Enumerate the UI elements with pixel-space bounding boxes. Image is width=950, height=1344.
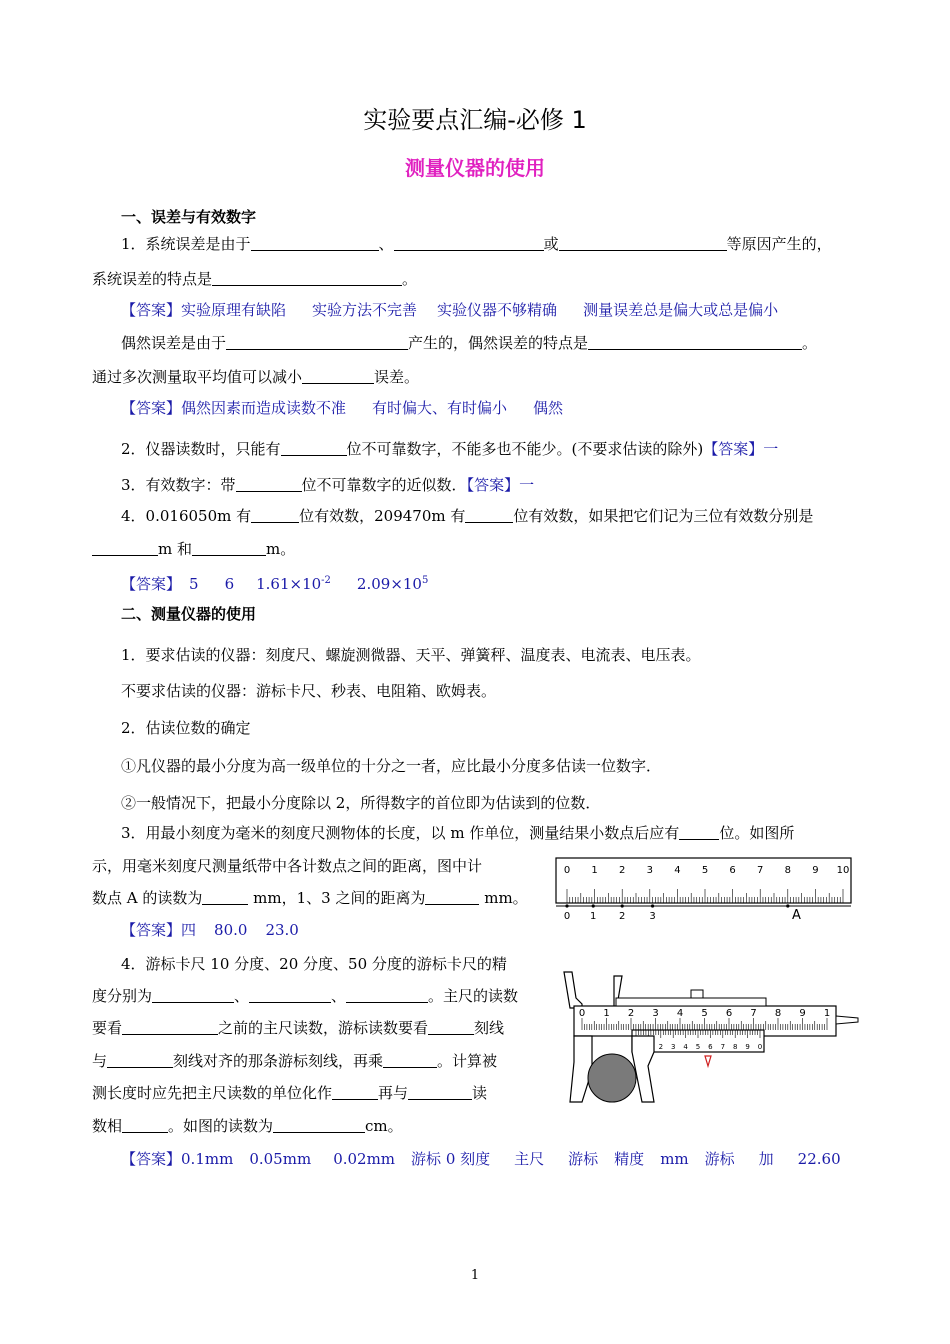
blank[interactable] bbox=[122, 1116, 168, 1133]
tape-point bbox=[592, 904, 595, 907]
main-scale-label: 2 bbox=[627, 1008, 635, 1019]
main-scale-label: 8 bbox=[774, 1008, 782, 1019]
blank[interactable] bbox=[122, 1018, 218, 1035]
main-scale-label: 3 bbox=[652, 1008, 659, 1019]
blank[interactable] bbox=[251, 234, 379, 251]
answer-1: 【答案】实验原理有缺陷 实验方法不完善 实验仪器不够精确 测量误差总是偏大或总是偏小 bbox=[121, 301, 779, 319]
answer-1b: 【答案】偶然因素而造成读数不准 有时偏大、有时偏小 偶然 bbox=[121, 399, 564, 417]
ruler-bottom-label: 3 bbox=[649, 911, 656, 921]
blank[interactable] bbox=[249, 986, 331, 1003]
page-subtitle: 测量仪器的使用 bbox=[405, 156, 545, 180]
ruler-top-label: 0 bbox=[563, 865, 571, 876]
vernier-label: 9 bbox=[745, 1043, 750, 1051]
q1-line1: 1．系统误差是由于 、 或 等原因产生的， bbox=[121, 235, 832, 253]
s2-q3-line3: 数点 A 的读数为 mm，1、3 之间的距离为 mm。 bbox=[92, 889, 528, 907]
s2-q4-line1: 4．游标卡尺 10 分度、20 分度、50 分度的游标卡尺的精 bbox=[121, 955, 507, 973]
ruler-top-label: 2 bbox=[619, 865, 626, 876]
blank[interactable] bbox=[202, 888, 248, 905]
tape-point bbox=[565, 904, 568, 907]
s2-p1: 1．要求估读的仪器：刻度尺、螺旋测微器、天平、弹簧秤、温度表、电流表、电压表。 bbox=[121, 646, 701, 664]
main-scale-label: 5 bbox=[701, 1008, 708, 1019]
section2-heading: 二、测量仪器的使用 bbox=[121, 605, 257, 623]
ruler-top-label: 5 bbox=[701, 865, 709, 876]
slider-top bbox=[616, 998, 766, 1006]
main-scale-label: 0 bbox=[578, 1008, 586, 1019]
point-a-label: A bbox=[792, 908, 801, 921]
q1-line2: 系统误差的特点是 。 bbox=[92, 270, 418, 288]
blank[interactable] bbox=[408, 1083, 472, 1100]
tape-point bbox=[621, 904, 624, 907]
measured-cylinder bbox=[588, 1054, 636, 1102]
vernier-label: 6 bbox=[708, 1043, 713, 1051]
ruler-top-label: 7 bbox=[757, 865, 764, 876]
q2-line: 2．仪器读数时，只能有 位不可靠数字，不能多也不能少。(不要求估读的除外)【答案】一 bbox=[121, 440, 779, 458]
page-title: 实验要点汇编-必修 1 bbox=[363, 106, 587, 134]
main-scale-label: 4 bbox=[676, 1008, 684, 1019]
lower-fixed-jaw bbox=[570, 1036, 592, 1102]
ruler-bottom-label: 2 bbox=[619, 911, 626, 921]
s2-p3: 2．估读位数的确定 bbox=[121, 719, 251, 737]
s2-q4-line2: 度分别为 、 、 。主尺的读数 bbox=[92, 987, 519, 1005]
ruler-figure bbox=[555, 857, 853, 921]
s2-q4-line5: 测长度时应先把主尺读数的单位化作 再与 读 bbox=[92, 1084, 488, 1102]
s2-p4: ①凡仪器的最小分度为高一级单位的十分之一者，应比最小分度多估读一位数字． bbox=[121, 757, 662, 775]
section1-heading: 一、误差与有效数字 bbox=[121, 208, 257, 226]
blank[interactable] bbox=[192, 539, 266, 556]
blank[interactable] bbox=[679, 823, 719, 840]
vernier-label: 0 bbox=[757, 1043, 763, 1051]
s2-answer-4: 【答案】0.1mm 0.05mm 0.02mm 游标 0 刻度 主尺 游标 精度 mm 游标 加 22.60 bbox=[121, 1150, 841, 1168]
vernier-label: 7 bbox=[720, 1043, 726, 1051]
blank[interactable] bbox=[302, 367, 374, 384]
blank[interactable] bbox=[428, 1018, 474, 1035]
ruler-top-label: 8 bbox=[784, 865, 791, 876]
main-scale-label: 7 bbox=[750, 1008, 757, 1019]
s2-q4-line6: 数相 。如图的读数为 cm。 bbox=[92, 1117, 403, 1135]
s2-q4-line4: 与 刻线对齐的那条游标刻线，再乘 。计算被 bbox=[92, 1052, 498, 1070]
vernier-label: 8 bbox=[732, 1043, 738, 1051]
ruler-top-label: 10 bbox=[836, 865, 850, 876]
blank[interactable] bbox=[588, 333, 802, 350]
s2-q3-line2: 示，用毫米刻度尺测量纸带中各计数点之间的距离，图中计 bbox=[92, 857, 483, 875]
main-scale-label: 1 bbox=[823, 1008, 831, 1019]
s2-q3-line1: 3．用最小刻度为毫米的刻度尺测物体的长度，以 m 作单位，测量结果小数点后应有 位。如图所 bbox=[121, 824, 795, 842]
blank[interactable] bbox=[332, 1083, 378, 1100]
blank[interactable] bbox=[346, 986, 428, 1003]
lock-screw-icon bbox=[691, 990, 703, 998]
s2-p2: 不要求估读的仪器：游标卡尺、秒表、电阻箱、欧姆表。 bbox=[121, 682, 497, 700]
vernier-label: 3 bbox=[670, 1043, 676, 1051]
answer-4: 【答案】 5 6 $1.61\times 10^{-2}$ $2.09\times 10^5$ bbox=[121, 575, 429, 593]
s2-answer-3: 【答案】四 80.0 23.0 bbox=[121, 921, 299, 939]
ruler-top-label: 1 bbox=[591, 865, 598, 876]
blank[interactable] bbox=[107, 1051, 173, 1068]
blank[interactable] bbox=[236, 475, 302, 492]
blank[interactable] bbox=[273, 1116, 365, 1133]
blank[interactable] bbox=[425, 888, 479, 905]
ruler-top-label: 6 bbox=[729, 865, 736, 876]
blank[interactable] bbox=[92, 539, 158, 556]
lower-movable-jaw bbox=[632, 1036, 654, 1102]
tape-point-a bbox=[786, 904, 789, 907]
blank[interactable] bbox=[226, 333, 408, 350]
ruler-top-label: 4 bbox=[674, 865, 681, 876]
vernier-caliper-figure bbox=[558, 970, 864, 1112]
blank[interactable] bbox=[383, 1051, 437, 1068]
vernier-label: 2 bbox=[658, 1043, 664, 1051]
blank[interactable] bbox=[281, 439, 347, 456]
main-scale-label: 6 bbox=[725, 1008, 733, 1019]
depth-rod bbox=[836, 1016, 858, 1024]
blank[interactable] bbox=[394, 234, 544, 251]
main-scale-label: 9 bbox=[799, 1008, 806, 1019]
ruler-bottom-label: 1 bbox=[590, 911, 597, 921]
main-scale-label: 1 bbox=[603, 1008, 610, 1019]
vernier-label: 4 bbox=[683, 1043, 688, 1051]
ruler-top-label: 9 bbox=[812, 865, 819, 876]
blank[interactable] bbox=[465, 506, 513, 523]
blank[interactable] bbox=[152, 986, 234, 1003]
upper-fixed-jaw bbox=[564, 972, 582, 1008]
ruler-bottom-label: 0 bbox=[563, 911, 571, 921]
q3-line: 3．有效数字：带 位不可靠数字的近似数．【答案】一 bbox=[121, 476, 535, 494]
q4-line1: 4．0.016050m 有 位有效数，209470m 有 位有效数，如果把它们记为三位有效数分别是 bbox=[121, 507, 814, 525]
page-number: 1 bbox=[470, 1268, 480, 1283]
q1b-line2: 通过多次测量取平均值可以减小 误差。 bbox=[92, 368, 420, 386]
tape-point bbox=[651, 904, 654, 907]
s2-q4-line3: 要看 之前的主尺读数，游标读数要看 刻线 bbox=[92, 1019, 505, 1037]
blank[interactable] bbox=[559, 234, 727, 251]
ruler-bottom-labels bbox=[564, 911, 656, 921]
vernier-label: 5 bbox=[695, 1043, 701, 1051]
q4-line2: m 和 m。 bbox=[92, 538, 295, 560]
blank[interactable] bbox=[251, 506, 299, 523]
s2-p5: ②一般情况下，把最小分度除以 2，所得数字的首位即为估读到的位数． bbox=[121, 794, 601, 812]
alignment-marker-icon bbox=[705, 1056, 711, 1066]
blank[interactable] bbox=[212, 269, 402, 286]
q1b-line1: 偶然误差是由于 产生的，偶然误差的特点是 。 bbox=[121, 334, 818, 352]
ruler-top-label: 3 bbox=[646, 865, 653, 876]
